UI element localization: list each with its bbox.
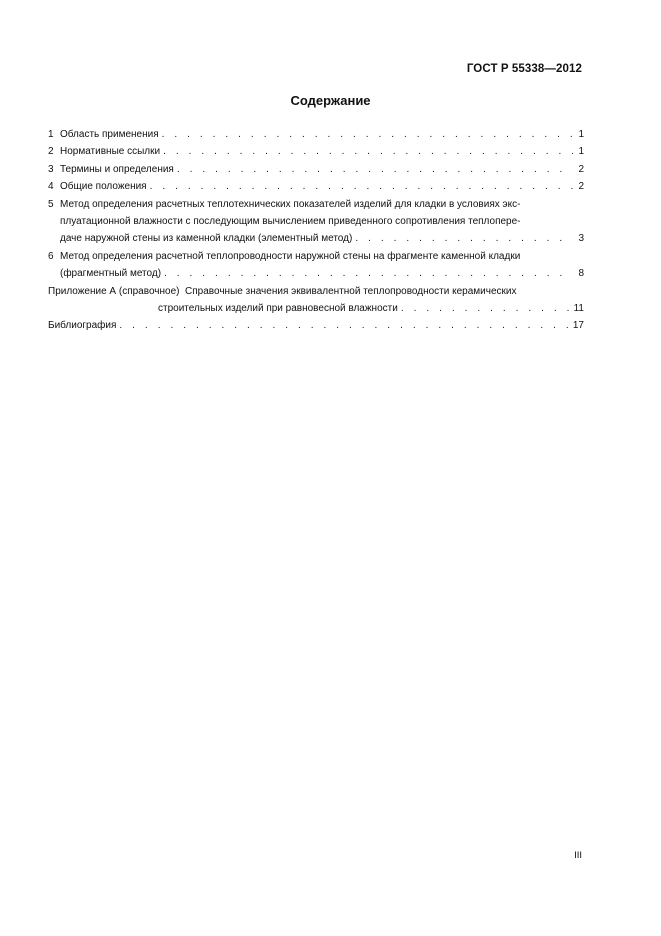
toc-entry-number: 4	[48, 181, 54, 193]
toc-entry-title-line: плуатационной влажности с последующим вычислением приведенного сопротивления теплопере-	[60, 216, 521, 228]
toc-entry-page: 1	[578, 129, 584, 140]
toc-entry-6[interactable]	[48, 248, 584, 283]
bibliography-label: Библиография	[48, 320, 117, 332]
toc-entry-title-line: даче наружной стены из каменной кладки (элементный метод)	[60, 233, 353, 245]
toc-entry-number: 5	[48, 198, 54, 210]
toc-entry-page: 11	[573, 303, 584, 315]
appendix-title-line: строительных изделий при равновесной влажности	[158, 303, 398, 315]
page-number: III	[574, 850, 582, 861]
toc-entry-title-line: Метод определения расчетной теплопроводности наружной стены на фрагменте каменной кладки	[60, 250, 521, 262]
toc-entry-title: Область применения	[60, 129, 159, 140]
toc-title: Содержание	[290, 93, 371, 108]
toc-entry-number: 6	[48, 250, 54, 262]
toc-entry-appendix-a[interactable]	[48, 283, 584, 318]
appendix-label: Приложение А (справочное)	[48, 285, 180, 297]
toc-entry-title: Общие положения	[60, 181, 147, 193]
table-of-contents	[48, 126, 584, 335]
toc-entry-title-line: (фрагментный метод)	[60, 268, 162, 280]
toc-entry-bibliography[interactable]	[48, 317, 584, 334]
toc-entry-1[interactable]	[48, 126, 584, 143]
toc-entry-title: Термины и определения	[60, 163, 174, 175]
toc-entry-page: 1	[578, 146, 584, 158]
toc-entry-title-line: Метод определения расчетных теплотехнических показателей изделий для кладки в условиях экс-	[60, 198, 521, 210]
toc-dot-leader	[164, 265, 573, 282]
toc-entry-4[interactable]	[48, 178, 584, 195]
toc-dot-leader	[119, 317, 569, 334]
appendix-title-line: Справочные значения эквивалентной теплопроводности керамических	[185, 285, 517, 297]
toc-dot-leader	[163, 143, 573, 160]
toc-dot-leader	[150, 178, 573, 195]
toc-entry-number: 3	[48, 163, 54, 175]
toc-entry-3[interactable]	[48, 161, 584, 178]
toc-dot-leader	[401, 300, 571, 317]
toc-entry-number: 2	[48, 146, 54, 158]
toc-dot-leader	[355, 230, 573, 247]
toc-dot-leader	[162, 126, 573, 143]
toc-entry-page: 2	[578, 163, 584, 175]
toc-entry-2[interactable]	[48, 143, 584, 160]
toc-dot-leader	[177, 161, 573, 178]
toc-entry-page: 2	[578, 181, 584, 193]
toc-entry-number: 1	[48, 129, 54, 140]
toc-entry-page: 17	[572, 320, 584, 332]
toc-entry-title: Нормативные ссылки	[60, 146, 161, 158]
toc-entry-page: 3	[578, 233, 584, 245]
document-code: ГОСТ Р 55338—2012	[466, 63, 582, 75]
toc-entry-page: 8	[578, 268, 584, 280]
toc-entry-5[interactable]	[48, 196, 584, 248]
